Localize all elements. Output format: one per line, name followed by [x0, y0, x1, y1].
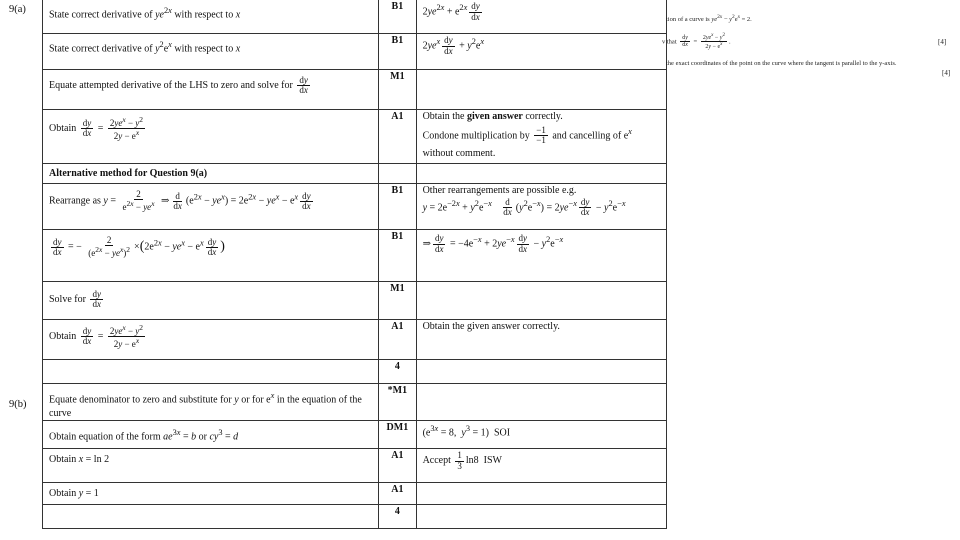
table-row: $\frac{dy}{dx}$ = − $\frac{2}{(e^{2x} - ye^x)^2}$ $\times(2e^{2x} - ye^x - e^x$ $\frac{dy}{dx}$ ) B1 ⇒ $\frac{dy}{dx}$ = $-4e^{-x} + 2ye^{-x}$ $\frac{dy}{dx}$ − $y^2e^{-x}$	[43, 230, 667, 282]
mark-code: A1	[379, 110, 416, 164]
side-note-curve-equation: tion of a curve is $ye^{2x} - y^2e^x = 2$.	[666, 14, 752, 24]
table-row: Equate denominator to zero and substitute for y or for $e^x$ in the equation of the curve *M1	[43, 384, 667, 421]
guidance-text: Obtain the given answer correctly.	[416, 320, 666, 360]
mark-code: B1	[379, 0, 416, 34]
side-mark-1: [4]	[938, 38, 947, 46]
table-row: Obtain y = 1 A1	[43, 483, 667, 505]
mark-code: B1	[379, 230, 416, 282]
mark-total: 4	[379, 360, 416, 384]
table-row: Rearrange as y = $\frac{2}{e^{2x} - ye^x}$ ⇒ $\frac{d}{dx}$ $(e^{2x} - ye^x) = 2e^{2x} - ye^x - e^x$ $\frac{dy}{dx}$ B1 Other rearrangements are possible e.g. $y = 2e^{-2x} + y^2e^{-x}$ $\frac{d}{dx}$ $(y^2e^{-x}) = 2ye^{-x}$ $\frac{dy}{dx}$ − $y^2e^{-x}$	[43, 184, 667, 230]
mark-code: A1	[379, 449, 416, 483]
table-row	[43, 360, 667, 384]
table-row	[43, 505, 667, 529]
mark-code: A1	[379, 483, 416, 505]
mark-code: B1	[379, 184, 416, 230]
mark-code: M1	[379, 282, 416, 320]
side-note-show-that: v that $\frac{dy}{dx}$ = $\frac{2ye^x - y^2}{2y - e^x}$ .	[662, 33, 731, 51]
alternative-method-heading: Alternative method for Question 9(a)	[43, 164, 379, 184]
question-label-9a: 9(a)	[9, 4, 26, 15]
guidance-line: without comment.	[422, 148, 496, 160]
table-row: State correct derivative of $ye^{2x}$ with respect to x B1 $2ye^{2x} + e^{2x}$ $\frac{dy}{dx}$	[43, 0, 667, 34]
table-row: Obtain $\frac{dy}{dx}$ = $\frac{2ye^x - y^2}{2y - e^x}$ A1 Obtain the given answer correctly.	[43, 320, 667, 360]
table-row: Solve for $\frac{dy}{dx}$ M1	[43, 282, 667, 320]
table-row: Obtain x = ln 2 A1 Accept $\frac{1}{3}$ ln8 ISW	[43, 449, 667, 483]
side-mark-2: [4]	[942, 69, 951, 77]
table-row: Obtain equation of the form $ae^{3x} = b$ or $cy^3 = d$ DM1 ($e^{3x} = 8$, $y^3 = 1$) SOI	[43, 421, 667, 449]
table-row: State correct derivative of $y^2e^x$ with respect to x B1 $2ye^x$ $\frac{dy}{dx}$ + $y^2e^x$	[43, 34, 667, 70]
mark-code: M1	[379, 70, 416, 110]
guidance-line: $y = 2e^{-2x} + y^2e^{-x}$ $\frac{d}{dx}$ $(y^2e^{-x}) = 2ye^{-x}$ $\frac{dy}{dx}$ − $y^2e^{-x}$	[422, 196, 626, 218]
mark-code: A1	[379, 320, 416, 360]
mark-code: B1	[379, 34, 416, 70]
guidance-line: Other rearrangements are possible e.g.	[422, 185, 577, 196]
guidance-line: Condone multiplication by $\frac{-1}{-1}$ and cancelling of $e^x$	[422, 124, 632, 146]
table-row	[43, 164, 667, 184]
table-row: Equate attempted derivative of the LHS to zero and solve for $\frac{dy}{dx}$ M1	[43, 70, 667, 110]
mark-code: DM1	[379, 421, 416, 449]
mark-scheme-table	[42, 0, 667, 529]
side-note-tangent: the exact coordinates of the point on the curve where the tangent is parallel to the y-axis.	[666, 60, 897, 67]
mark-total: 4	[379, 505, 416, 529]
table-row: Obtain $\frac{dy}{dx}$ = $\frac{2ye^x - y^2}{2y - e^x}$ A1 Obtain the given answer correctly. Condone multiplication by $\frac{-1}{-1}$ and cancelling of $e^x$ without comment.	[43, 110, 667, 164]
guidance-line: Obtain the given answer correctly.	[422, 111, 563, 122]
mark-code: *M1	[379, 384, 416, 421]
question-label-9b: 9(b)	[9, 399, 27, 410]
